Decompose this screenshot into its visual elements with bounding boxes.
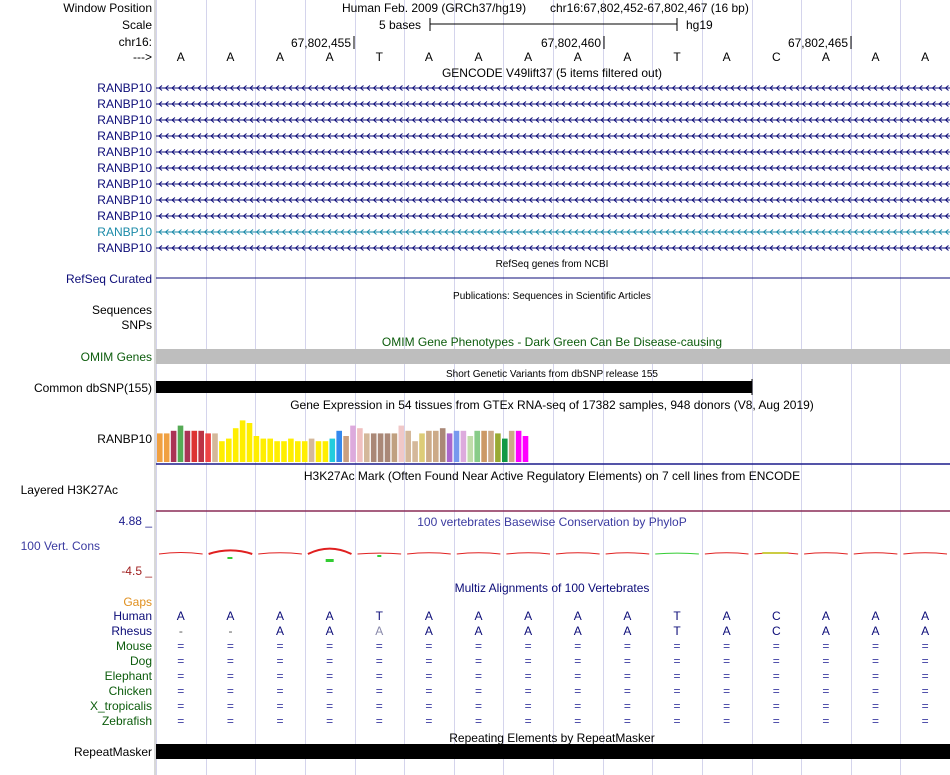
multiz-base: = — [177, 699, 185, 713]
base-letter: A — [921, 50, 930, 64]
multiz-base: = — [326, 699, 334, 713]
multiz-base: A — [276, 624, 285, 638]
gencode-item-label[interactable]: RANBP10 — [97, 81, 152, 95]
gtex-title: Gene Expression in 54 tissues from GTEx RNA-seq of 17382 samples, 948 donors (V8, Aug 2019) — [290, 398, 814, 412]
gtex-tissue-bar[interactable] — [419, 433, 425, 462]
multiz-base: = — [177, 684, 185, 698]
strand-label: ---> — [133, 50, 152, 64]
gtex-tissue-bar[interactable] — [171, 431, 177, 462]
tick-label: 67,802,465 — [787, 36, 848, 50]
multiz-base: A — [276, 609, 285, 623]
gtex-tissue-bar[interactable] — [233, 428, 239, 462]
gtex-tissue-bar[interactable] — [164, 433, 170, 462]
multiz-base: = — [326, 684, 334, 698]
gtex-tissue-bar[interactable] — [399, 426, 405, 462]
gtex-tissue-bar[interactable] — [343, 436, 349, 462]
multiz-base: = — [177, 654, 185, 668]
multiz-base: = — [226, 684, 234, 698]
gtex-tissue-bar[interactable] — [205, 433, 211, 462]
window-position-label: Window Position — [63, 1, 152, 15]
multiz-base: = — [226, 714, 234, 728]
multiz-species-label[interactable]: Chicken — [108, 684, 152, 698]
base-letter: T — [375, 50, 383, 64]
multiz-base: = — [772, 699, 780, 713]
multiz-base: = — [276, 639, 284, 653]
gtex-tissue-bar[interactable] — [192, 431, 198, 462]
multiz-base: = — [524, 699, 532, 713]
db-text: hg19 — [686, 18, 713, 32]
multiz-base: = — [475, 699, 483, 713]
gencode-item-label[interactable]: RANBP10 — [97, 113, 152, 127]
gencode-item-label[interactable]: RANBP10 — [97, 225, 152, 239]
base-letter: A — [524, 50, 533, 64]
gtex-tissue-bar[interactable] — [412, 441, 418, 462]
multiz-base: = — [822, 684, 830, 698]
multiz-species-label[interactable]: Dog — [129, 654, 152, 668]
multiz-base: = — [772, 714, 780, 728]
multiz-base: A — [821, 624, 830, 638]
multiz-base: = — [276, 669, 284, 683]
cons-score-mark — [308, 549, 352, 554]
multiz-base: = — [226, 639, 234, 653]
gtex-bar-chart[interactable] — [157, 420, 528, 462]
gtex-tissue-bar[interactable] — [357, 428, 363, 462]
gtex-tissue-bar[interactable] — [440, 428, 446, 462]
base-letter: A — [325, 50, 334, 64]
multiz-base: = — [425, 714, 433, 728]
multiz-base: C — [771, 624, 781, 638]
multiz-base: T — [673, 624, 681, 638]
repeat-feature-bar[interactable] — [156, 744, 950, 759]
gtex-tissue-bar[interactable] — [371, 433, 377, 462]
multiz-base: - — [228, 624, 233, 638]
multiz-base: = — [475, 639, 483, 653]
omim-title: OMIM Gene Phenotypes - Dark Green Can Be Disease-causing — [381, 335, 723, 349]
gtex-tissue-bar[interactable] — [461, 431, 467, 462]
gtex-tissue-bar[interactable] — [281, 441, 287, 462]
multiz-base: = — [623, 639, 631, 653]
multiz-base: = — [673, 714, 681, 728]
multiz-base: = — [326, 714, 334, 728]
multiz-base: A — [474, 624, 483, 638]
multiz-title: Multiz Alignments of 100 Vertebrates — [454, 581, 650, 595]
multiz-base: = — [425, 639, 433, 653]
multiz-base: = — [276, 654, 284, 668]
multiz-base: = — [673, 669, 681, 683]
multiz-base: = — [921, 654, 929, 668]
multiz-base: = — [475, 669, 483, 683]
gtex-tissue-bar[interactable] — [405, 431, 411, 462]
gtex-tissue-bar[interactable] — [212, 433, 218, 462]
gtex-tissue-bar[interactable] — [488, 431, 494, 462]
gtex-tissue-bar[interactable] — [447, 433, 453, 462]
multiz-base: = — [772, 639, 780, 653]
assembly-text: Human Feb. 2009 (GRCh37/hg19) — [342, 1, 527, 15]
multiz-base: = — [673, 684, 681, 698]
gtex-tissue-bar[interactable] — [198, 431, 204, 462]
h3k27ac-title: H3K27Ac Mark (Often Found Near Active Regulatory Elements) on 7 cell lines from ENCODE — [303, 469, 801, 483]
multiz-species-label[interactable]: Human — [113, 609, 152, 623]
multiz-base: A — [871, 624, 880, 638]
multiz-base: = — [177, 714, 185, 728]
multiz-base: = — [673, 699, 681, 713]
gtex-tissue-bar[interactable] — [433, 431, 439, 462]
multiz-base: - — [178, 624, 183, 638]
pubs-title: Publications: Sequences in Scientific Articles — [453, 291, 651, 302]
cons-score-mark — [705, 553, 749, 554]
multiz-base: = — [623, 714, 631, 728]
scale-label: Scale — [121, 18, 152, 32]
multiz-species-label[interactable]: Elephant — [104, 669, 152, 683]
gencode-item-label[interactable]: RANBP10 — [97, 193, 152, 207]
multiz-base: = — [524, 639, 532, 653]
multiz-base: = — [921, 639, 929, 653]
base-letter: A — [871, 50, 880, 64]
multiz-base: = — [177, 639, 185, 653]
multiz-base: = — [326, 669, 334, 683]
multiz-base: = — [822, 639, 830, 653]
multiz-base: = — [375, 654, 383, 668]
multiz-base: = — [772, 684, 780, 698]
base-letter: C — [771, 50, 781, 64]
gtex-tissue-bar[interactable] — [157, 433, 163, 462]
gtex-tissue-bar[interactable] — [295, 441, 301, 462]
cons-score-mark — [903, 553, 947, 554]
gencode-item-label[interactable]: RANBP10 — [97, 145, 152, 159]
gtex-tissue-bar[interactable] — [261, 439, 267, 462]
refseq-label[interactable]: RefSeq Curated — [65, 272, 152, 286]
gtex-tissue-bar[interactable] — [247, 423, 253, 462]
omim-feature-bar[interactable] — [156, 349, 950, 364]
multiz-base: = — [425, 654, 433, 668]
multiz-base: A — [921, 609, 930, 623]
gtex-tissue-bar[interactable] — [495, 433, 501, 462]
multiz-base: = — [425, 669, 433, 683]
gtex-tissue-bar[interactable] — [240, 420, 246, 462]
multiz-base: = — [872, 654, 880, 668]
multiz-base: = — [475, 654, 483, 668]
multiz-base: = — [822, 669, 830, 683]
gtex-tissue-bar[interactable] — [178, 426, 184, 462]
multiz-base: = — [375, 699, 383, 713]
gtex-tissue-bar[interactable] — [350, 426, 356, 462]
multiz-base: = — [276, 714, 284, 728]
multiz-base: = — [375, 684, 383, 698]
multiz-base: = — [623, 654, 631, 668]
cons-score-mark — [358, 553, 402, 554]
gtex-tissue-bar[interactable] — [219, 441, 225, 462]
cons-score-mark — [209, 550, 253, 554]
cons-score-mark — [556, 553, 600, 554]
gtex-tissue-bar[interactable] — [502, 439, 508, 462]
multiz-species-label[interactable]: Rhesus — [111, 624, 152, 638]
cons-negative-mark — [326, 559, 334, 562]
multiz-base: A — [325, 624, 334, 638]
multiz-base: A — [871, 609, 880, 623]
multiz-base: = — [723, 714, 731, 728]
base-letter: A — [573, 50, 582, 64]
multiz-base: A — [226, 609, 235, 623]
gtex-tissue-bar[interactable] — [474, 431, 480, 462]
multiz-base: A — [722, 609, 731, 623]
gtex-tissue-bar[interactable] — [330, 439, 336, 462]
multiz-base: = — [673, 639, 681, 653]
gtex-tissue-bar[interactable] — [385, 433, 391, 462]
cons-score-mark — [457, 553, 501, 554]
multiz-base: A — [524, 624, 533, 638]
multiz-alignment[interactable] — [90, 609, 929, 728]
gtex-tissue-bar[interactable] — [468, 436, 474, 462]
multiz-species-label[interactable]: X_tropicalis — [89, 699, 152, 713]
refseq-title: RefSeq genes from NCBI — [495, 259, 609, 270]
multiz-base: = — [375, 639, 383, 653]
multiz-base: A — [623, 609, 632, 623]
gencode-title: GENCODE V49lift37 (5 items filtered out) — [441, 66, 663, 80]
multiz-base: A — [176, 609, 185, 623]
base-letter: A — [623, 50, 632, 64]
gtex-tissue-bar[interactable] — [316, 441, 322, 462]
multiz-base: = — [276, 684, 284, 698]
gencode-item-label[interactable]: RANBP10 — [97, 209, 152, 223]
multiz-base: = — [524, 714, 532, 728]
base-letter: A — [176, 50, 185, 64]
repeat-title: Repeating Elements by RepeatMasker — [449, 731, 655, 745]
multiz-base: = — [723, 639, 731, 653]
multiz-base: = — [326, 654, 334, 668]
base-letter: A — [722, 50, 731, 64]
multiz-base: = — [177, 669, 185, 683]
multiz-base: = — [723, 699, 731, 713]
multiz-base: = — [574, 654, 582, 668]
gencode-item-label[interactable]: RANBP10 — [97, 177, 152, 191]
multiz-base: = — [524, 684, 532, 698]
position-text: chr16:67,802,452-67,802,467 (16 bp) — [550, 1, 749, 15]
omim-label[interactable]: OMIM Genes — [80, 350, 152, 364]
multiz-base: = — [822, 714, 830, 728]
multiz-base: = — [921, 669, 929, 683]
gtex-tissue-bar[interactable] — [364, 433, 370, 462]
multiz-base: = — [772, 669, 780, 683]
multiz-base: = — [872, 684, 880, 698]
multiz-base: = — [723, 654, 731, 668]
gtex-tissue-bar[interactable] — [426, 431, 432, 462]
multiz-base: = — [822, 654, 830, 668]
multiz-base: = — [326, 639, 334, 653]
multiz-base: = — [524, 654, 532, 668]
base-letter: A — [424, 50, 433, 64]
base-letter: T — [673, 50, 681, 64]
multiz-base: = — [475, 684, 483, 698]
cons-score-mark — [407, 553, 451, 554]
multiz-base: = — [524, 669, 532, 683]
multiz-base: = — [673, 654, 681, 668]
multiz-base: A — [722, 624, 731, 638]
gtex-tissue-bar[interactable] — [323, 441, 329, 462]
gencode-item-label[interactable]: RANBP10 — [97, 161, 152, 175]
multiz-base: = — [574, 714, 582, 728]
multiz-base: = — [822, 699, 830, 713]
multiz-base: C — [771, 609, 781, 623]
gtex-tissue-bar[interactable] — [254, 436, 260, 462]
gtex-tissue-bar[interactable] — [267, 439, 273, 462]
cons-max-label: 4.88 _ — [118, 514, 152, 528]
base-letter: A — [276, 50, 285, 64]
repeat-label[interactable]: RepeatMasker — [73, 745, 152, 759]
cons-negative-mark — [377, 555, 381, 557]
gtex-tissue-bar[interactable] — [481, 431, 487, 462]
multiz-base: A — [623, 624, 632, 638]
multiz-base: = — [574, 699, 582, 713]
multiz-base: = — [425, 684, 433, 698]
chrom-label: chr16: — [118, 35, 152, 49]
multiz-species-label[interactable]: Zebrafish — [101, 714, 152, 728]
multiz-base: T — [375, 609, 383, 623]
gtex-tissue-bar[interactable] — [392, 433, 398, 462]
multiz-base: = — [623, 699, 631, 713]
gencode-item-label[interactable]: RANBP10 — [97, 97, 152, 111]
cons-negative-mark — [762, 552, 788, 554]
base-letter: A — [226, 50, 235, 64]
multiz-base: A — [474, 609, 483, 623]
multiz-base: = — [723, 669, 731, 683]
multiz-base: A — [424, 609, 433, 623]
dbsnp-title: Short Genetic Variants from dbSNP release 155 — [446, 369, 658, 380]
multiz-base: = — [872, 699, 880, 713]
gencode-track[interactable] — [97, 81, 950, 255]
multiz-base: = — [574, 669, 582, 683]
gtex-tissue-bar[interactable] — [454, 431, 460, 462]
multiz-base: A — [524, 609, 533, 623]
multiz-base: = — [623, 669, 631, 683]
multiz-base: = — [375, 714, 383, 728]
multiz-base: = — [276, 699, 284, 713]
gtex-tissue-bar[interactable] — [309, 439, 315, 462]
cons-score-mark — [159, 553, 203, 555]
gaps-label[interactable]: Gaps — [123, 595, 152, 609]
multiz-base: = — [872, 669, 880, 683]
gtex-tissue-bar[interactable] — [226, 439, 232, 462]
base-letter: A — [474, 50, 483, 64]
tick-label: 67,802,455 — [290, 36, 351, 50]
gtex-tissue-bar[interactable] — [274, 441, 280, 462]
multiz-base: A — [424, 624, 433, 638]
pubs-label-snps[interactable]: SNPs — [121, 318, 152, 332]
dbsnp-label[interactable]: Common dbSNP(155) — [33, 381, 152, 395]
tick-label: 67,802,460 — [540, 36, 601, 50]
multiz-base: = — [772, 654, 780, 668]
multiz-base: = — [375, 669, 383, 683]
multiz-base: = — [623, 684, 631, 698]
gtex-tissue-bar[interactable] — [523, 436, 529, 462]
gtex-tissue-bar[interactable] — [336, 431, 342, 462]
multiz-base: = — [574, 684, 582, 698]
multiz-base: A — [921, 624, 930, 638]
h3k27ac-label[interactable]: Layered H3K27Ac — [20, 483, 118, 497]
multiz-base: A — [573, 624, 582, 638]
gtex-label[interactable]: RANBP10 — [97, 432, 152, 446]
cons-title: 100 vertebrates Basewise Conservation by PhyloP — [417, 515, 687, 529]
multiz-base: = — [226, 669, 234, 683]
gtex-tissue-bar[interactable] — [509, 431, 515, 462]
multiz-base: = — [475, 714, 483, 728]
multiz-base: T — [673, 609, 681, 623]
multiz-base: = — [226, 699, 234, 713]
multiz-base: = — [226, 654, 234, 668]
multiz-base: = — [574, 639, 582, 653]
gtex-tissue-bar[interactable] — [185, 431, 191, 462]
cons-negative-mark — [227, 557, 232, 559]
gtex-tissue-bar[interactable] — [302, 441, 308, 462]
gencode-item-label[interactable]: RANBP10 — [97, 129, 152, 143]
multiz-base: = — [872, 714, 880, 728]
cons-score-mark — [506, 553, 550, 554]
cons-score-mark — [854, 553, 898, 554]
gencode-item-label[interactable]: RANBP10 — [97, 241, 152, 255]
gtex-tissue-bar[interactable] — [378, 433, 384, 462]
multiz-base: = — [723, 684, 731, 698]
pubs-label-sequences[interactable]: Sequences — [91, 303, 152, 317]
multiz-base: = — [921, 684, 929, 698]
multiz-base: = — [921, 714, 929, 728]
cons-score-mark — [606, 553, 650, 554]
multiz-base: = — [872, 639, 880, 653]
base-letter: A — [821, 50, 830, 64]
scale-text: 5 bases — [379, 18, 422, 32]
cons-label[interactable]: 100 Vert. Cons — [20, 539, 100, 553]
multiz-base: A — [325, 609, 334, 623]
gtex-tissue-bar[interactable] — [516, 431, 522, 462]
multiz-base: = — [921, 699, 929, 713]
multiz-base: A — [821, 609, 830, 623]
multiz-base: = — [425, 699, 433, 713]
gtex-tissue-bar[interactable] — [288, 439, 294, 462]
multiz-base: A — [573, 609, 582, 623]
multiz-species-label[interactable]: Mouse — [115, 639, 152, 653]
cons-min-label: -4.5 _ — [121, 564, 152, 578]
cons-score-mark — [655, 553, 699, 554]
cons-score-mark — [258, 553, 302, 554]
cons-score-mark — [804, 553, 848, 554]
multiz-base: A — [375, 624, 384, 638]
dbsnp-feature-bar[interactable] — [156, 381, 752, 393]
